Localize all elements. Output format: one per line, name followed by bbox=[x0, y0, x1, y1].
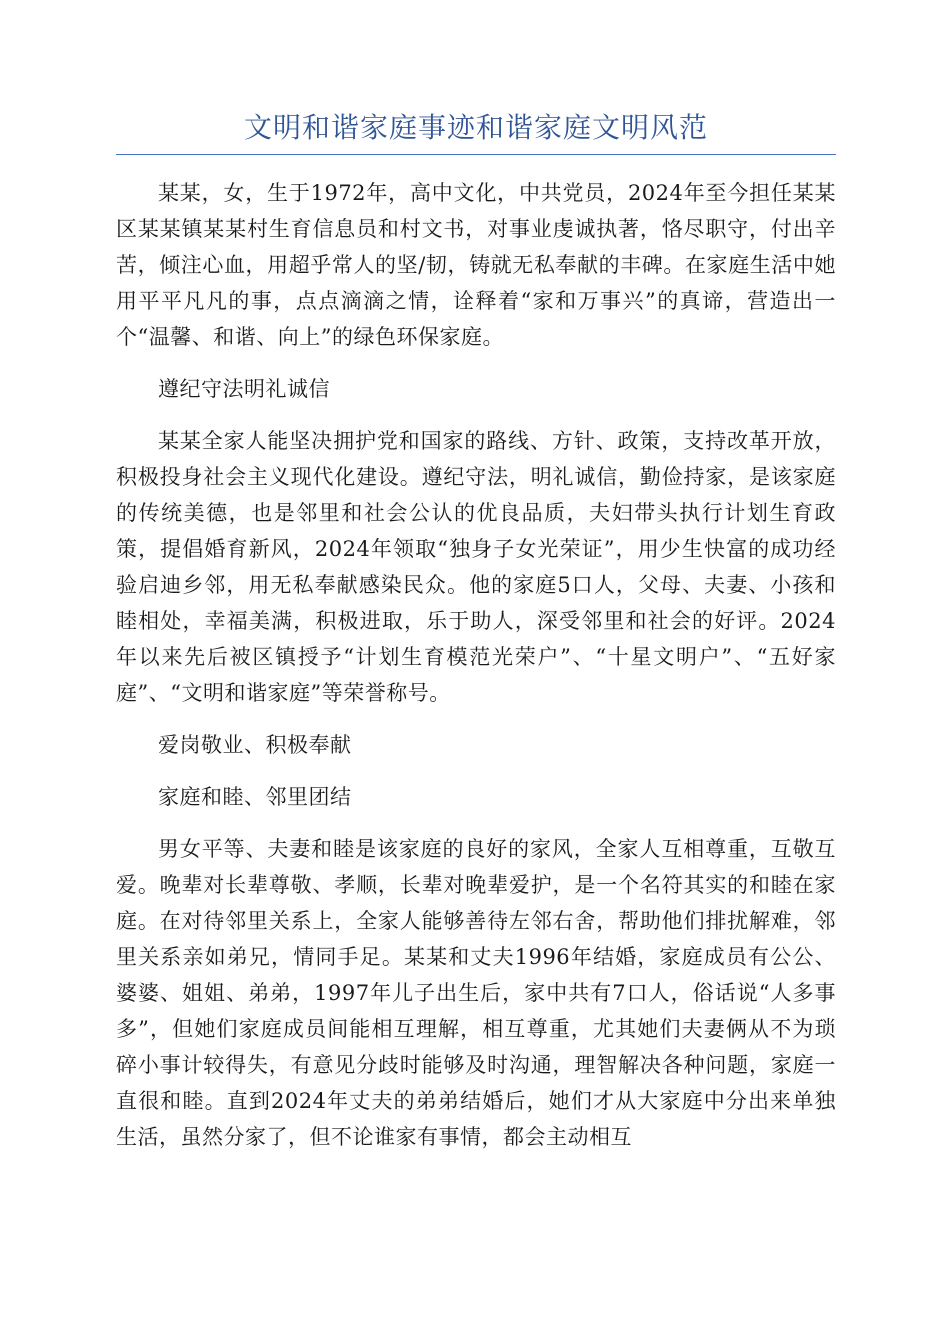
document-body bbox=[116, 175, 836, 1155]
document-title: 文明和谐家庭事迹和谐家庭文明风范 bbox=[116, 108, 836, 155]
section-heading-harmony: 家庭和睦、邻里团结 bbox=[158, 785, 352, 809]
law-paragraph: 某某全家人能坚决拥护党和国家的路线、方针、政策，支持改革开放，积极投身社会主义现代化建设。遵纪守法，明礼诚信，勤俭持家，是该家庭的传统美德，也是邻里和社会公认的优良品质，夫妇带头执行计划生育政策，提倡婚育新风，2024年领取“独身子女光荣证”，用少生快富的成功经验启迪乡邻，用无私奉献感染民众。他的家庭5口人，父母、夫妻、小孩和睦相处，幸福美满，积极进取，乐于助人，深受邻里和社会的好评。2024年以来先后被区镇授予“计划生育模范光荣户”、“十星文明户”、“五好家庭”、“文明和谐家庭”等荣誉称号。 bbox=[116, 429, 836, 705]
section-heading-dedication: 爱岗敬业、积极奉献 bbox=[158, 733, 352, 757]
section-heading-law: 遵纪守法明礼诚信 bbox=[158, 377, 330, 401]
intro-paragraph: 某某，女，生于1972年，高中文化，中共党员，2024年至今担任某某区某某镇某某村生育信息员和村文书，对事业虔诚执著，恪尽职守，付出辛苦，倾注心血，用超乎常人的坚/韧，铸就无私奉献的丰碑。在家庭生活中她用平平凡凡的事，点点滴滴之情，诠释着“家和万事兴”的真谛，营造出一个“温馨、和谐、向上”的绿色环保家庭。 bbox=[116, 181, 836, 349]
document-page bbox=[116, 108, 836, 1171]
harmony-paragraph: 男女平等、夫妻和睦是该家庭的良好的家风，全家人互相尊重，互敬互爱。晚辈对长辈尊敬、孝顺，长辈对晚辈爱护，是一个名符其实的和睦在家庭。在对待邻里关系上，全家人能够善待左邻右舍，帮助他们排扰解难，邻里关系亲如弟兄，情同手足。某某和丈夫1996年结婚，家庭成员有公公、婆婆、姐姐、弟弟，1997年儿子出生后，家中共有7口人，俗话说“人多事多”，但她们家庭成员间能相互理解，相互尊重，尤其她们夫妻俩从不为琐碎小事计较得失，有意见分歧时能够及时沟通，理智解决各种问题，家庭一直很和睦。直到2024年丈夫的弟弟结婚后，她们才从大家庭中分出来单独生活，虽然分家了，但不论谁家有事情，都会主动相互 bbox=[116, 837, 836, 1149]
